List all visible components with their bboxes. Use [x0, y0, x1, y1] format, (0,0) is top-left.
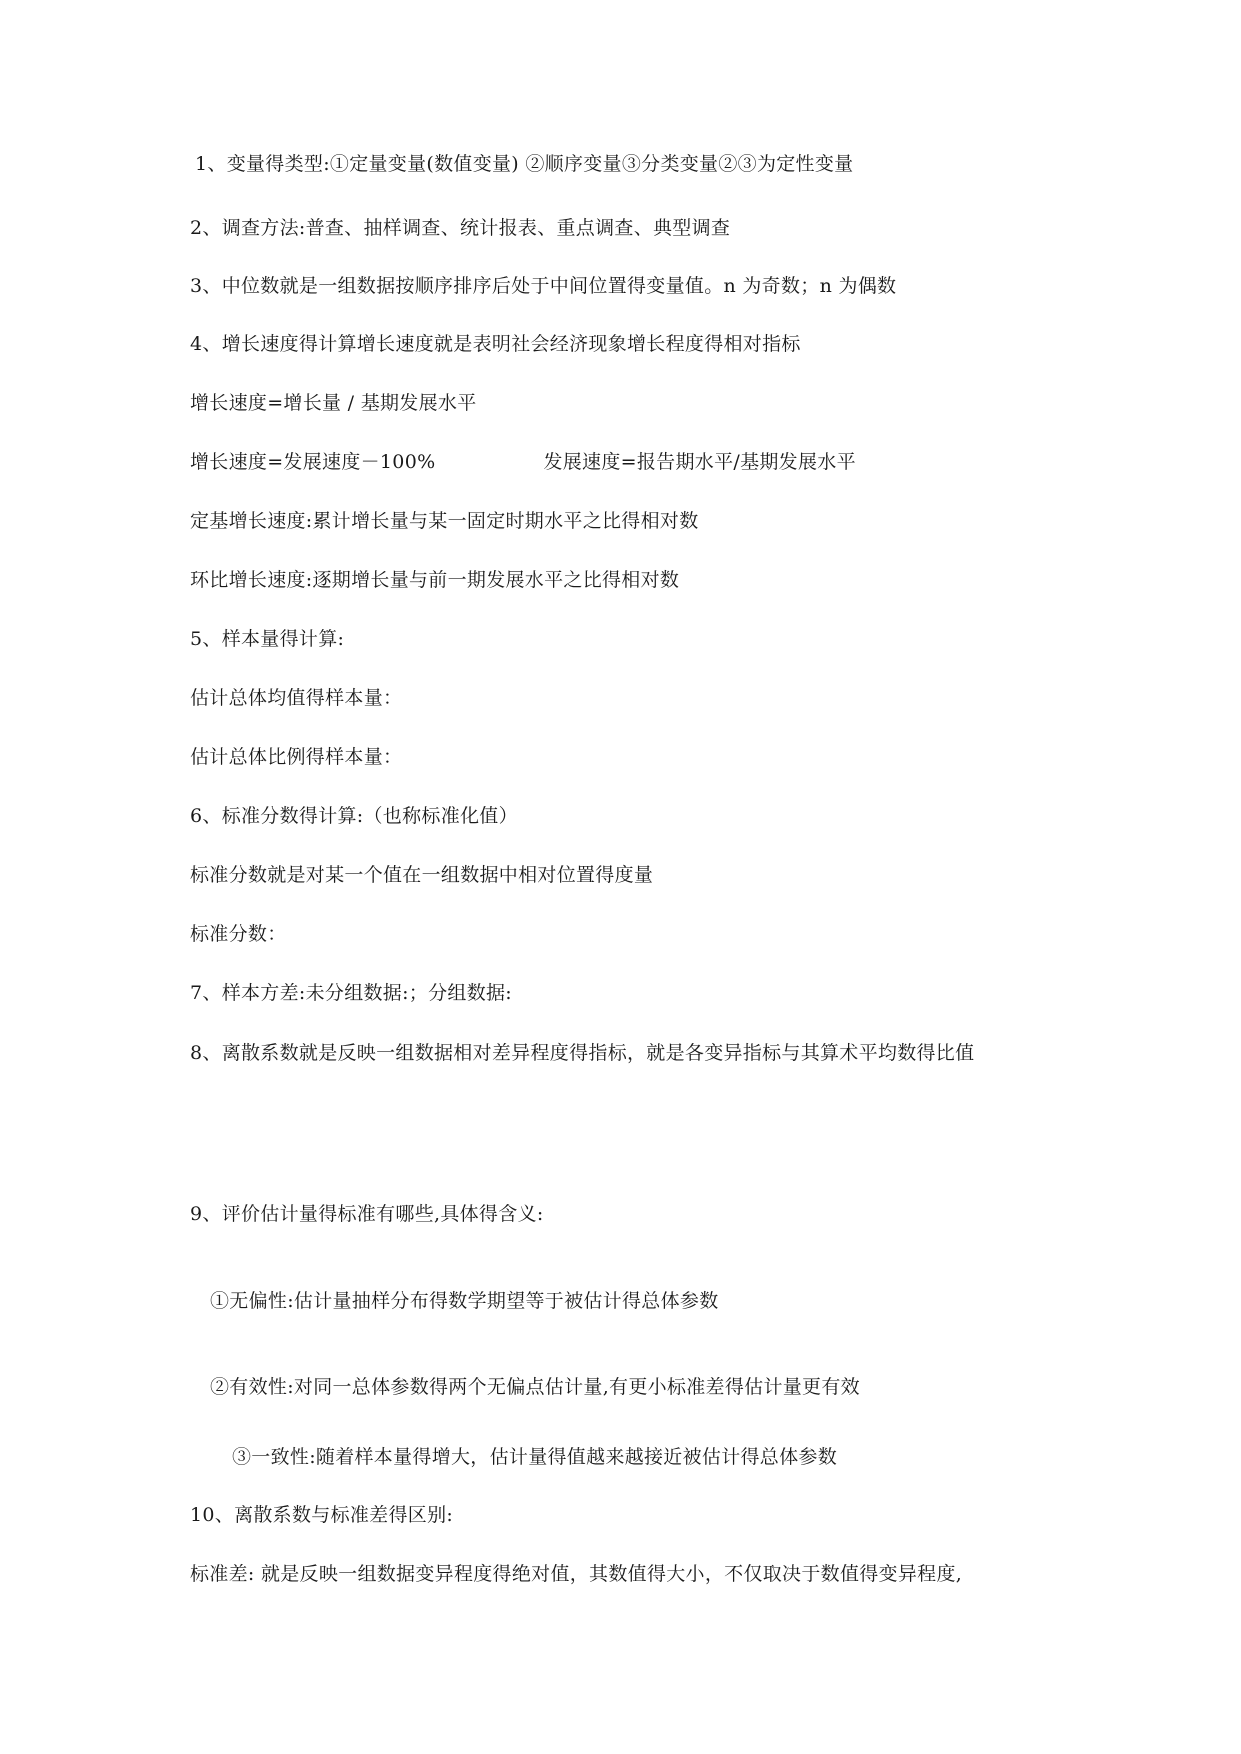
standard-deviation-definition: 标准差: 就是反映一组数据变异程度得绝对值，其数值得大小，不仅取决于数值得变异程度,: [190, 1563, 963, 1585]
item-2-survey-methods: 2、调查方法:普查、抽样调查、统计报表、重点调查、典型调查: [190, 217, 731, 239]
criterion-unbiasedness: ①无偏性:估计量抽样分布得数学期望等于被估计得总体参数: [210, 1290, 719, 1312]
growth-rate-formula: 增长速度=增长量 / 基期发展水平: [190, 392, 477, 414]
sample-size-mean: 估计总体均值得样本量：: [190, 687, 403, 709]
item-4-growth-rate: 4、增长速度得计算增长速度就是表明社会经济现象增长程度得相对指标: [190, 333, 801, 355]
item-3-median: 3、中位数就是一组数据按顺序排序后处于中间位置得变量值。n 为奇数；n 为偶数: [190, 275, 897, 297]
standard-score-definition: 标准分数就是对某一个值在一组数据中相对位置得度量: [190, 864, 654, 886]
criterion-efficiency: ②有效性:对同一总体参数得两个无偏点估计量,有更小标准差得估计量更有效: [210, 1376, 860, 1398]
item-8-coefficient-of-variation: 8、离散系数就是反映一组数据相对差异程度得指标，就是各变异指标与其算术平均数得比值: [190, 1042, 975, 1064]
standard-score-formula: 标准分数：: [190, 923, 287, 945]
criterion-consistency: ③一致性:随着样本量得增大，估计量得值越来越接近被估计得总体参数: [232, 1446, 838, 1468]
fixed-base-growth-rate: 定基增长速度:累计增长量与某一固定时期水平之比得相对数: [190, 510, 699, 532]
chain-growth-rate: 环比增长速度:逐期增长量与前一期发展水平之比得相对数: [190, 569, 680, 591]
item-5-sample-size: 5、样本量得计算:: [190, 628, 345, 650]
growth-rate-development-line: [190, 448, 856, 476]
item-10-cv-vs-std: 10、离散系数与标准差得区别:: [190, 1504, 454, 1526]
item-1-variable-types: 1、变量得类型:①定量变量(数值变量) ②顺序变量③分类变量②③为定性变量: [195, 153, 854, 175]
item-9-estimator-criteria: 9、评价估计量得标准有哪些,具体得含义:: [190, 1203, 544, 1225]
item-7-sample-variance: 7、样本方差:未分组数据:；分组数据:: [190, 982, 512, 1004]
growth-rate-from-development: 增长速度=发展速度－100%: [190, 451, 436, 473]
sample-size-proportion: 估计总体比例得样本量：: [190, 746, 403, 768]
item-6-standard-score: 6、标准分数得计算:（也称标准化值）: [190, 805, 518, 827]
development-rate-formula: 发展速度=报告期水平/基期发展水平: [543, 451, 856, 473]
